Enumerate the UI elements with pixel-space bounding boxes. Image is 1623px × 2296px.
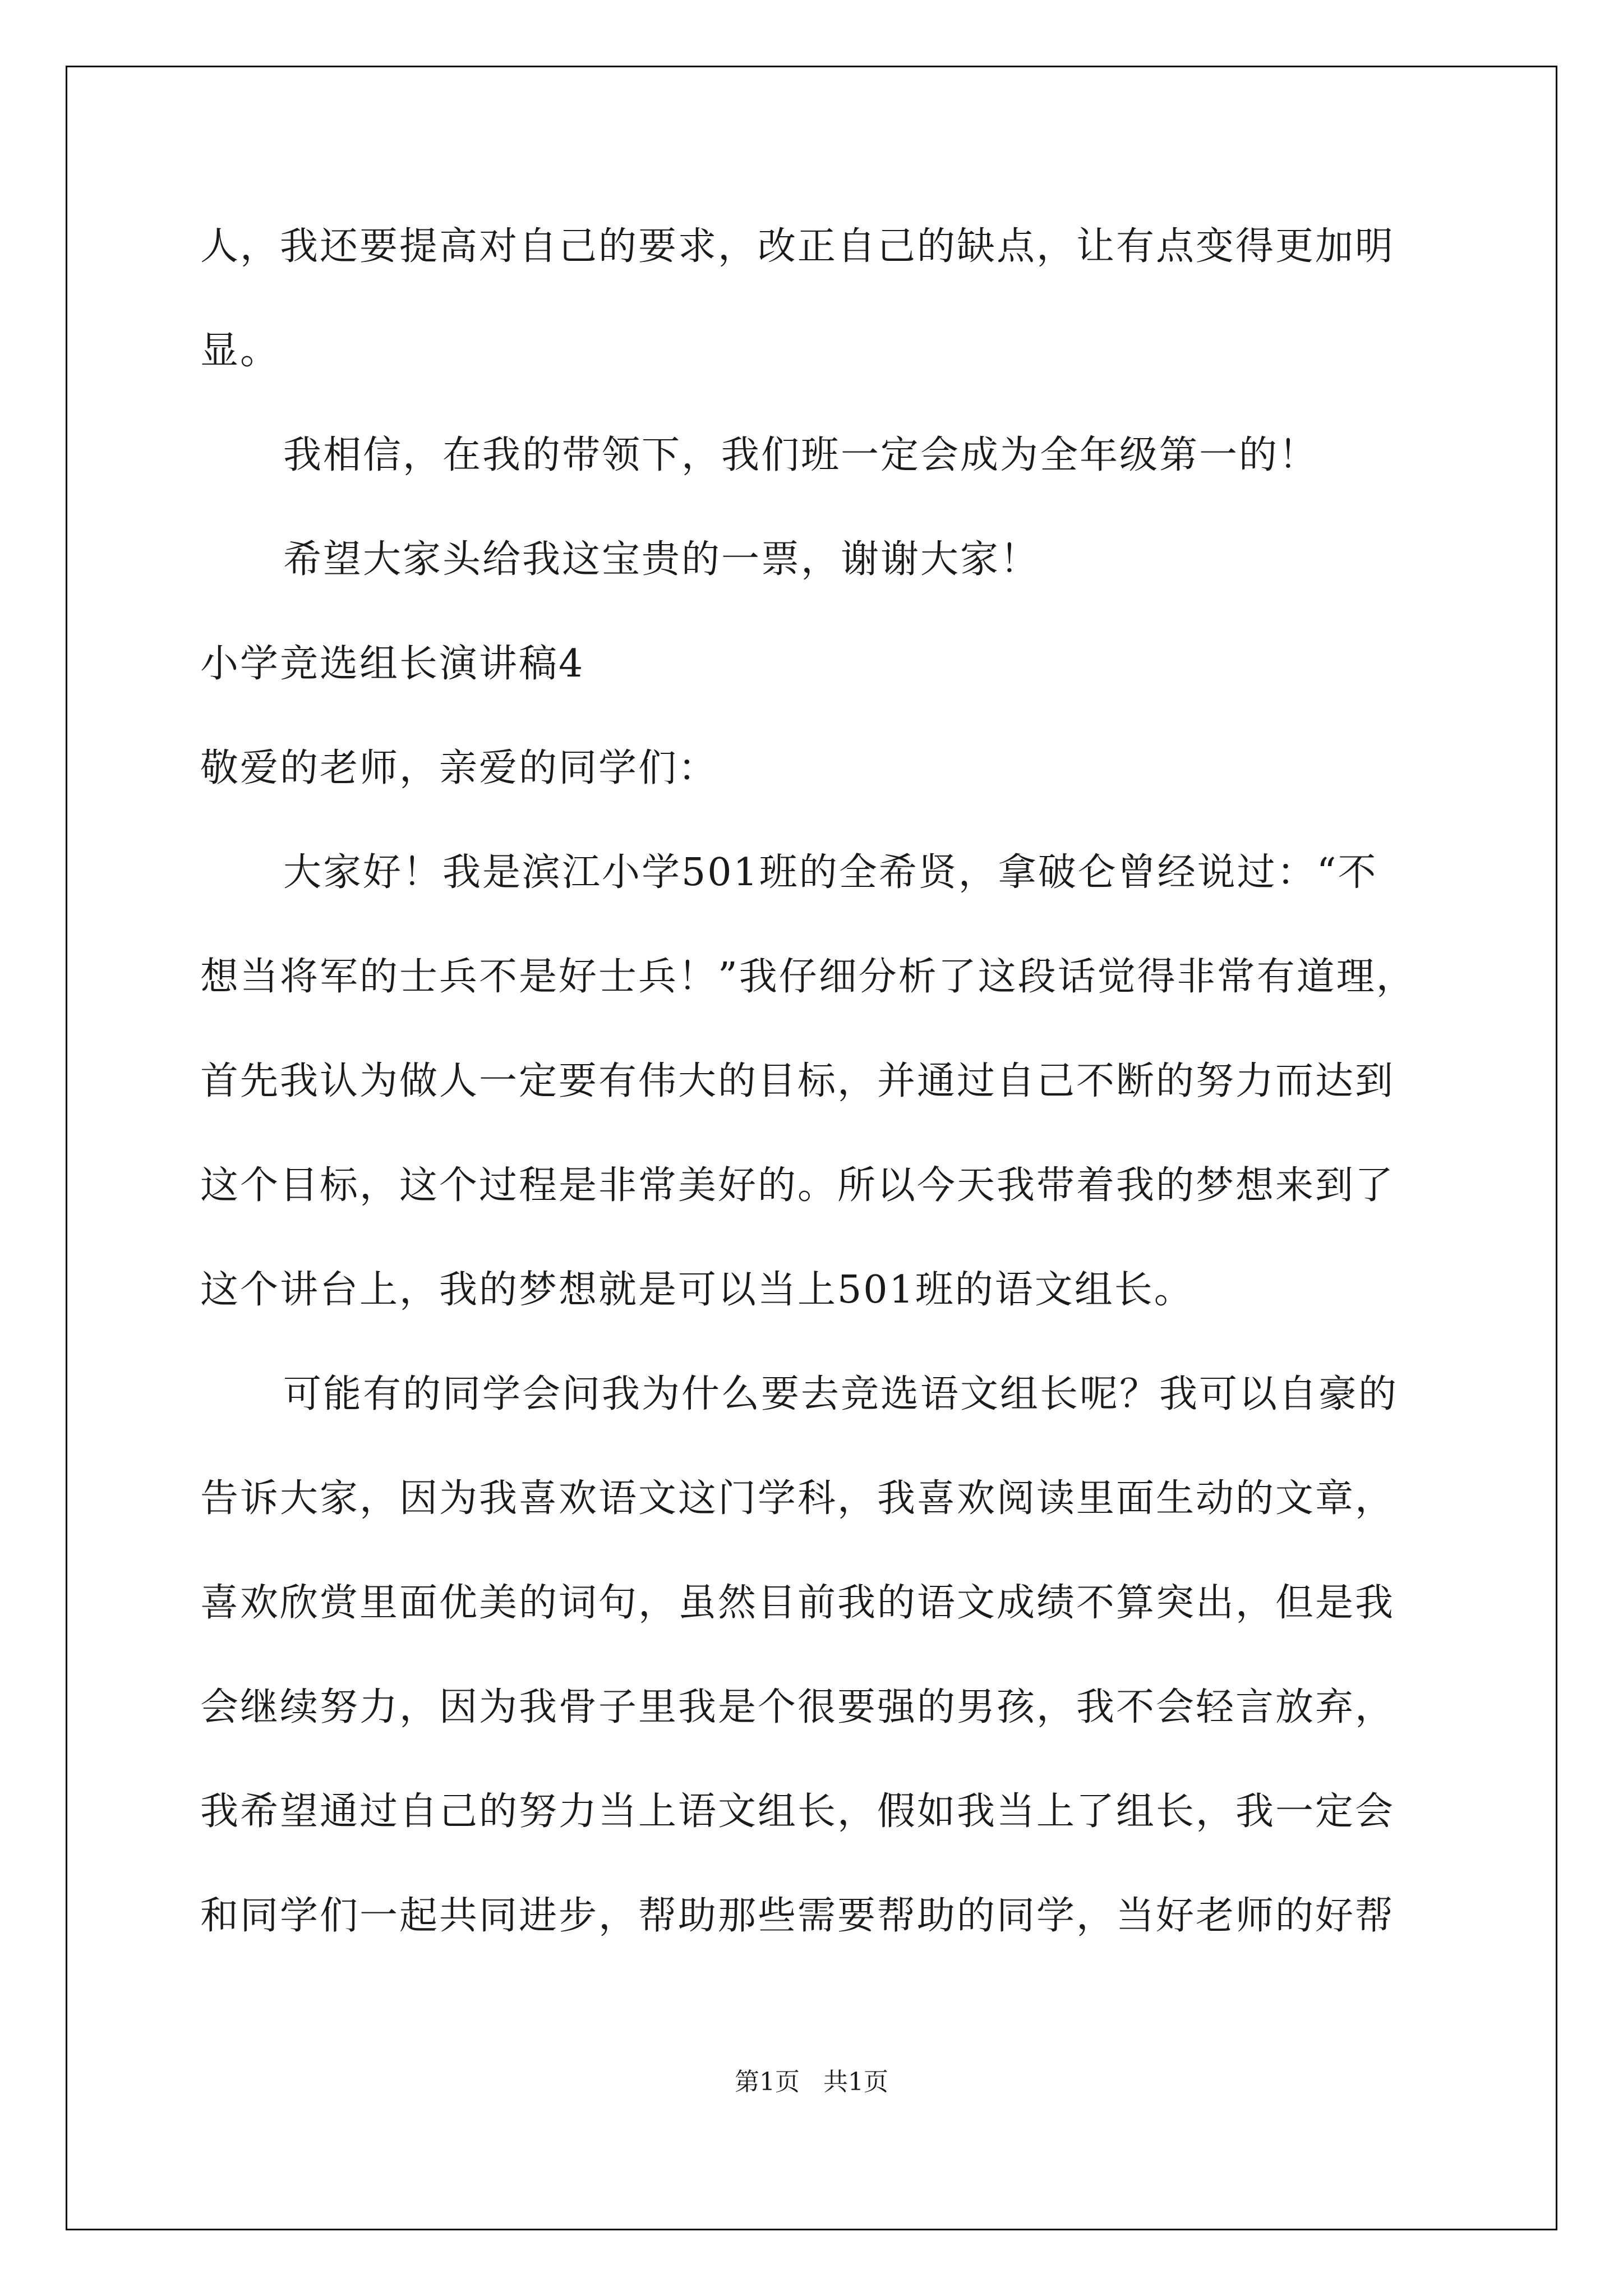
text-line: 会继续努力，因为我骨子里我是个很要强的男孩，我不会轻言放弃， [200,1685,1395,1729]
text-line: 我相信，在我的带领下，我们班一定会成为全年级第一的！ [283,433,1319,477]
text-line: 告诉大家，因为我喜欢语文这门学科，我喜欢阅读里面生动的文章， [200,1476,1395,1521]
text-line: 这个讲台上，我的梦想就是可以当上501班的语文组长。 [200,1268,1194,1312]
text-line: 大家好！我是滨江小学501班的全希贤，拿破仑曾经说过：“不 [283,850,1378,895]
text-line: 首先我认为做人一定要有伟大的目标，并通过自己不断的努力而达到 [200,1059,1395,1103]
text-line: 想当将军的士兵不是好士兵！”我仔细分析了这段话觉得非常有道理， [200,955,1416,999]
text-line: 喜欢欣赏里面优美的词句，虽然目前我的语文成绩不算突出，但是我 [200,1581,1395,1625]
text-line: 我希望通过自己的努力当上语文组长，假如我当上了组长，我一定会 [200,1789,1395,1834]
text-line: 人，我还要提高对自己的要求，改正自己的缺点，让有点变得更加明 [200,224,1395,269]
document-body [200,208,1434,1981]
text-line: 希望大家头给我这宝贵的一票，谢谢大家！ [283,537,1040,582]
text-line: 这个目标，这个过程是非常美好的。所以今天我带着我的梦想来到了 [200,1163,1395,1208]
section-heading: 小学竞选组长演讲稿4 [200,642,585,686]
text-line: 和同学们一起共同进步，帮助那些需要帮助的同学，当好老师的好帮 [200,1894,1395,1938]
text-line: 可能有的同学会问我为什么要去竞选语文组长呢？我可以自豪的 [283,1372,1399,1416]
salutation: 敬爱的老师，亲爱的同学们： [200,746,718,790]
page-number-footer: 第1页 共1页 [735,2068,888,2096]
text-line: 显。 [200,329,280,373]
